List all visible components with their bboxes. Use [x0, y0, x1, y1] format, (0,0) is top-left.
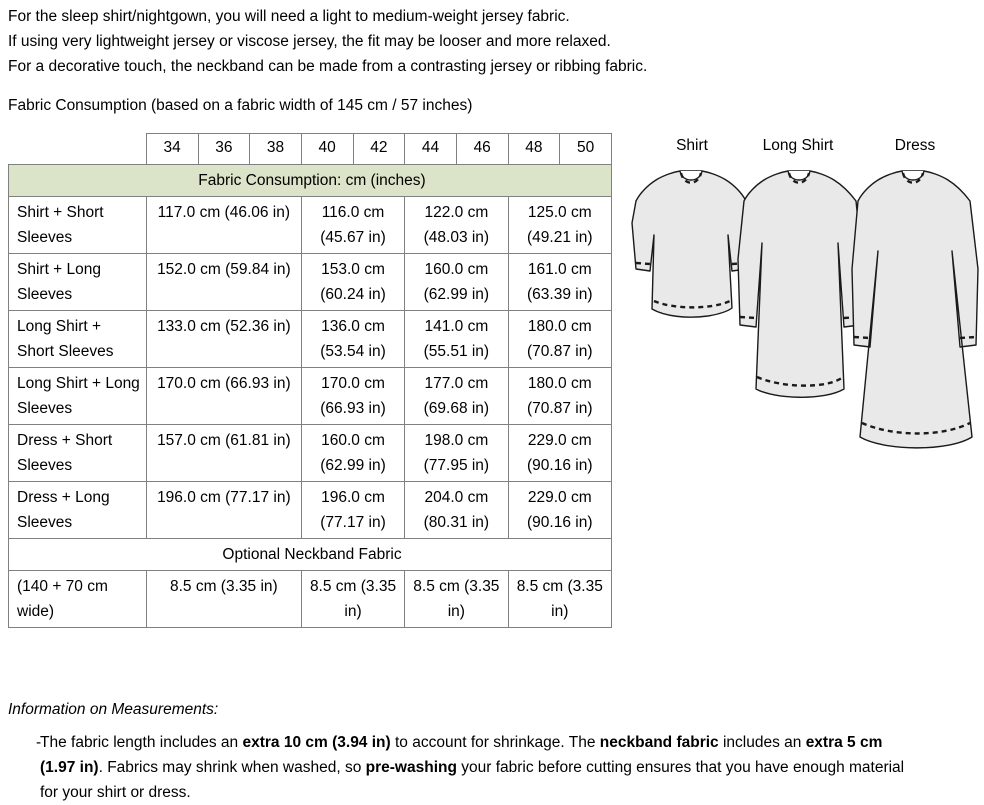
bullet-run: to account for shrinkage. The — [390, 734, 600, 751]
bullet-emphasis: extra 5 cm (1.97 in) — [40, 734, 883, 776]
table-row — [9, 368, 612, 425]
cell-dress-long-34-38: 196.0 cm (77.17 in) — [146, 482, 301, 539]
bullet-emphasis: extra 10 cm (3.94 in) — [242, 734, 391, 751]
table-section-header-row — [9, 165, 612, 197]
cell-neckband-40-42: 8.5 cm (3.35 in) — [301, 571, 404, 628]
cell-shirt-short-34-38: 117.0 cm (46.06 in) — [146, 197, 301, 254]
row-label-shirt-short-sleeves: Shirt + Short Sleeves — [9, 197, 147, 254]
intro-line-2: If using very lightweight jersey or viscose jersey, the fit may be looser and more relaxed. — [8, 33, 611, 50]
table-row — [9, 571, 612, 628]
measurements-info-block — [8, 697, 908, 805]
cell-shirt-long-34-38: 152.0 cm (59.84 in) — [146, 254, 301, 311]
size-header-40: 40 — [301, 134, 353, 165]
size-header-48: 48 — [508, 134, 560, 165]
cell-shirt-long-48-50: 161.0 cm (63.39 in) — [508, 254, 611, 311]
table-row — [9, 311, 612, 368]
cell-neckband-48-50: 8.5 cm (3.35 in) — [508, 571, 611, 628]
cell-neckband-34-38: 8.5 cm (3.35 in) — [146, 571, 301, 628]
row-label-long-shirt-long-sleeves: Long Shirt + Long Sleeves — [9, 368, 147, 425]
bullet-run: includes an — [718, 734, 806, 751]
illustration-label-dress: Dress — [894, 137, 936, 154]
cell-long-shirt-long-40-42: 170.0 cm (66.93 in) — [301, 368, 404, 425]
fabric-consumption-heading: Fabric Consumption (based on a fabric width of 145 cm / 57 inches) — [8, 97, 473, 114]
bullet-run: The fabric length includes an — [40, 734, 243, 751]
cell-shirt-long-40-42: 153.0 cm (60.24 in) — [301, 254, 404, 311]
garment-illustrations — [620, 133, 980, 463]
fabric-consumption-table — [8, 133, 612, 628]
bullet-emphasis: pre-washing — [365, 759, 457, 776]
cell-neckband-44-46: 8.5 cm (3.35 in) — [405, 571, 508, 628]
fabric-consumption-table-wrap — [8, 133, 612, 628]
bullet-marker: - — [36, 734, 42, 751]
table-header-row — [9, 134, 612, 165]
measurements-bullet-item — [8, 730, 908, 805]
cell-long-shirt-short-44-46: 141.0 cm (55.51 in) — [405, 311, 508, 368]
cell-dress-short-34-38: 157.0 cm (61.81 in) — [146, 425, 301, 482]
cell-long-shirt-long-48-50: 180.0 cm (70.87 in) — [508, 368, 611, 425]
cell-long-shirt-long-44-46: 177.0 cm (69.68 in) — [405, 368, 508, 425]
table-row — [9, 197, 612, 254]
table-row — [9, 425, 612, 482]
measurements-info-title: Information on Measurements: — [8, 701, 219, 718]
section-header-label: Fabric Consumption: cm (inches) — [9, 165, 612, 197]
table-row — [9, 254, 612, 311]
cell-shirt-short-40-42: 116.0 cm (45.67 in) — [301, 197, 404, 254]
bullet-text — [40, 730, 908, 805]
row-label-neckband-width: (140 + 70 cm wide) — [9, 571, 147, 628]
row-label-dress-long-sleeves: Dress + Long Sleeves — [9, 482, 147, 539]
row-label-dress-short-sleeves: Dress + Short Sleeves — [9, 425, 147, 482]
cell-dress-long-44-46: 204.0 cm (80.31 in) — [405, 482, 508, 539]
cell-dress-long-40-42: 196.0 cm (77.17 in) — [301, 482, 404, 539]
bullet-run: your fabric before cutting ensures that you have enough material for your shirt or dress. — [40, 759, 905, 801]
size-header-38: 38 — [250, 134, 302, 165]
cell-dress-long-48-50: 229.0 cm (90.16 in) — [508, 482, 611, 539]
cell-long-shirt-long-34-38: 170.0 cm (66.93 in) — [146, 368, 301, 425]
size-header-36: 36 — [198, 134, 250, 165]
size-header-34: 34 — [146, 134, 198, 165]
size-header-42: 42 — [353, 134, 405, 165]
intro-text-block — [8, 4, 858, 79]
neckband-section-row — [9, 539, 612, 571]
cell-shirt-short-44-46: 122.0 cm (48.03 in) — [405, 197, 508, 254]
cell-shirt-long-44-46: 160.0 cm (62.99 in) — [405, 254, 508, 311]
table-corner-cell — [9, 134, 147, 165]
illustration-label-shirt: Shirt — [676, 137, 708, 154]
bullet-emphasis: neckband fabric — [599, 734, 719, 751]
size-header-50: 50 — [560, 134, 612, 165]
cell-long-shirt-short-34-38: 133.0 cm (52.36 in) — [146, 311, 301, 368]
neckband-section-label: Optional Neckband Fabric — [9, 539, 612, 571]
cell-long-shirt-short-40-42: 136.0 cm (53.54 in) — [301, 311, 404, 368]
dress-illustration — [846, 159, 984, 471]
size-header-46: 46 — [456, 134, 508, 165]
intro-line-3: For a decorative touch, the neckband can be made from a contrasting jersey or ribbing fabric. — [8, 58, 648, 75]
row-label-long-shirt-short-sleeves: Long Shirt + Short Sleeves — [9, 311, 147, 368]
cell-dress-short-44-46: 198.0 cm (77.95 in) — [405, 425, 508, 482]
size-header-44: 44 — [405, 134, 457, 165]
bullet-run: . Fabrics may shrink when washed, so — [98, 759, 366, 776]
cell-shirt-short-48-50: 125.0 cm (49.21 in) — [508, 197, 611, 254]
cell-long-shirt-short-48-50: 180.0 cm (70.87 in) — [508, 311, 611, 368]
cell-dress-short-40-42: 160.0 cm (62.99 in) — [301, 425, 404, 482]
illustration-label-long-shirt: Long Shirt — [762, 137, 834, 154]
table-row — [9, 482, 612, 539]
intro-line-1: For the sleep shirt/nightgown, you will need a light to medium-weight jersey fabric. — [8, 8, 570, 25]
row-label-shirt-long-sleeves: Shirt + Long Sleeves — [9, 254, 147, 311]
cell-dress-short-48-50: 229.0 cm (90.16 in) — [508, 425, 611, 482]
